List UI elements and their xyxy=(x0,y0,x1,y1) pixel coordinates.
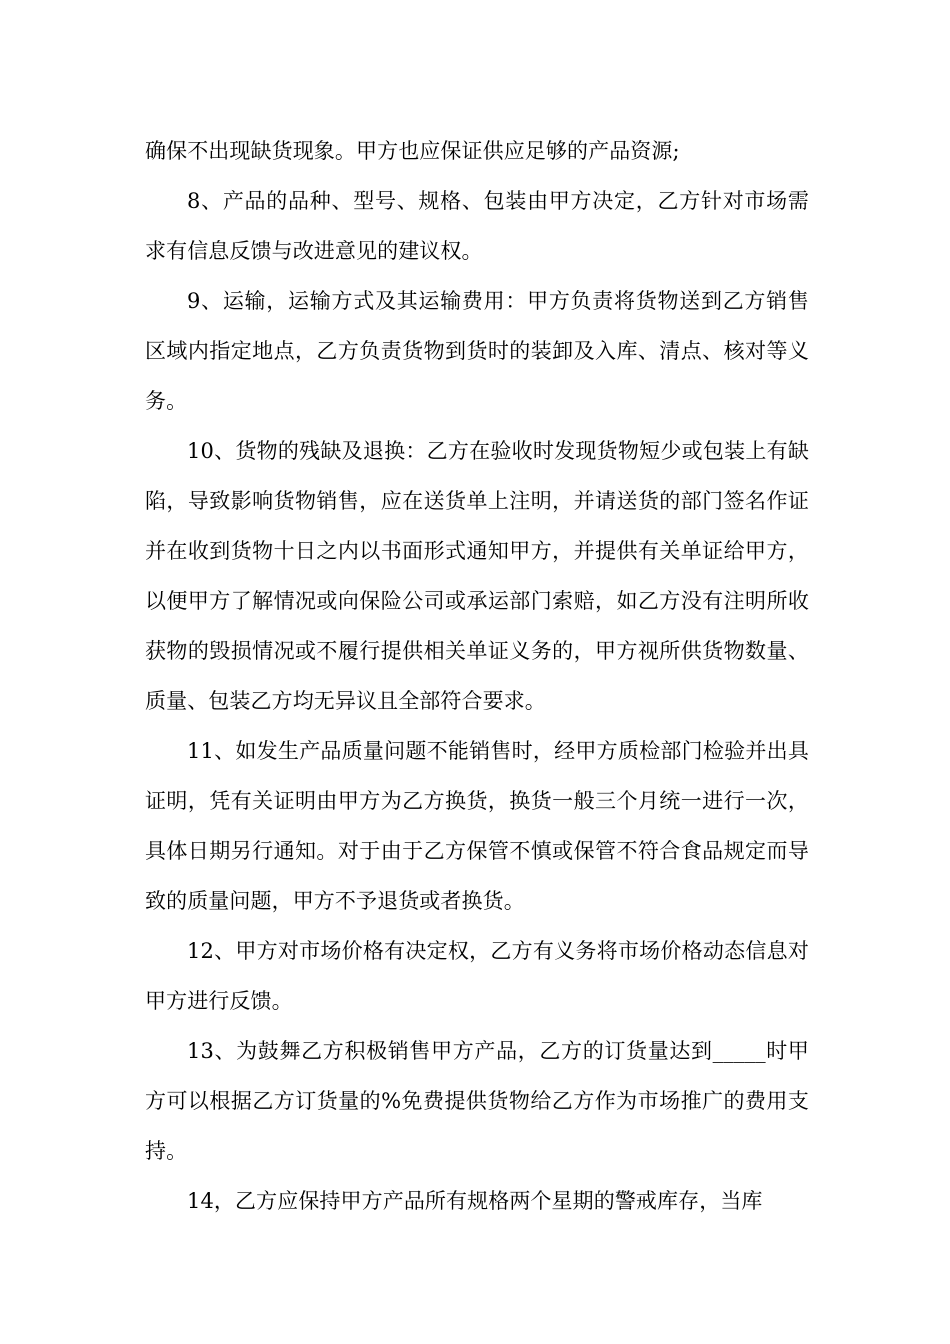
paragraph-clause-11: 11、如发生产品质量问题不能销售时，经甲方质检部门检验并出具证明，凭有关证明由甲方为乙方换货，换货一般三个月统一进行一次，具体日期另行通知。对于由于乙方保管不慎或保管不符合食品规定而导致的质量问题，甲方不予退货或者换货。 xyxy=(145,739,809,913)
paragraph-clause-13: 13、为鼓舞乙方积极销售甲方产品，乙方的订货量达到_____时甲方可以根据乙方订货量的%免费提供货物给乙方作为市场推广的费用支持。 xyxy=(145,1039,809,1163)
paragraph-continuation: 确保不出现缺货现象。甲方也应保证供应足够的产品资源; xyxy=(145,139,680,163)
paragraph-clause-9: 9、运输，运输方式及其运输费用：甲方负责将货物送到乙方销售区域内指定地点，乙方负责货物到货时的装卸及入库、清点、核对等义务。 xyxy=(145,289,809,413)
paragraph-clause-12: 12、甲方对市场价格有决定权，乙方有义务将市场价格动态信息对甲方进行反馈。 xyxy=(145,939,809,1013)
paragraph-clause-8: 8、产品的品种、型号、规格、包装由甲方决定，乙方针对市场需求有信息反馈与改进意见的建议权。 xyxy=(145,189,809,263)
paragraph-clause-10: 10、货物的残缺及退换：乙方在验收时发现货物短少或包装上有缺陷，导致影响货物销售，应在送货单上注明，并请送货的部门签名作证并在收到货物十日之内以书面形式通知甲方，并提供有关单证给甲方，以便甲方了解情况或向保险公司或承运部门索赔，如乙方没有注明所收获物的毁损情况或不履行提供相关单证义务的，甲方视所供货物数量、质量、包装乙方均无异议且全部符合要求。 xyxy=(145,439,809,713)
document-body xyxy=(145,126,809,1226)
paragraph-clause-14: 14，乙方应保持甲方产品所有规格两个星期的警戒库存，当库 xyxy=(187,1189,763,1213)
